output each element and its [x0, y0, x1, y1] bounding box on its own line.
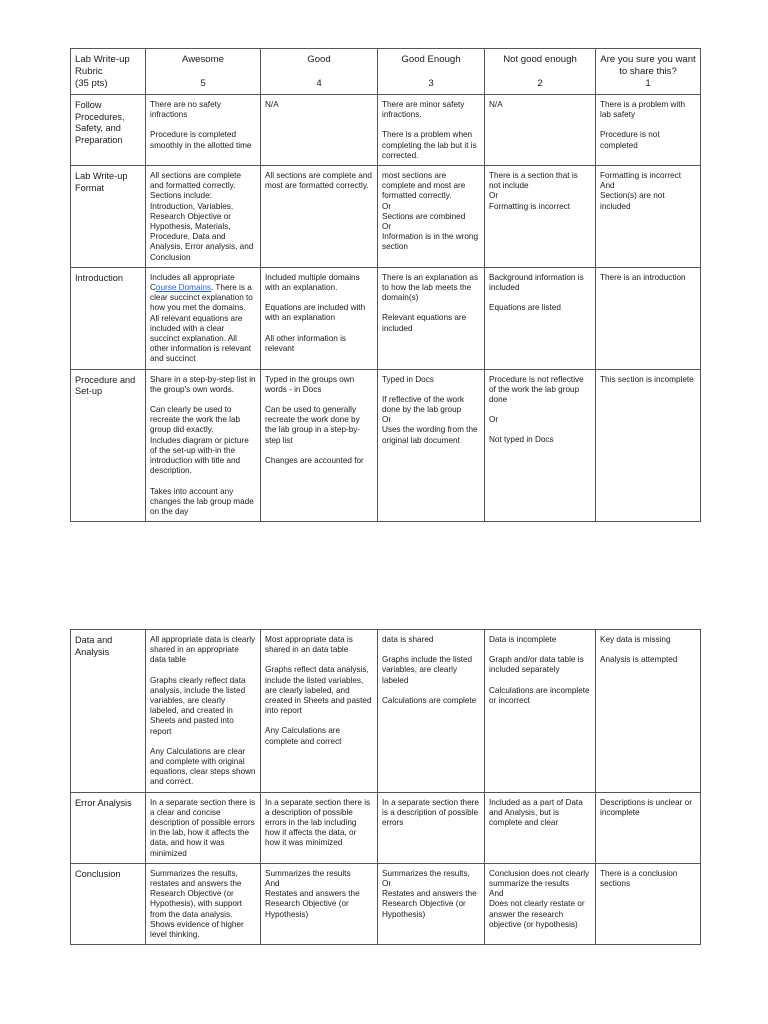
- rubric-cell: [485, 166, 596, 268]
- criterion-label: Conclusion: [71, 863, 146, 944]
- cell-paragraph: Analysis is attempted: [600, 655, 678, 665]
- level-name: Good Enough: [401, 54, 461, 65]
- rubric-title-line: Rubric: [75, 66, 103, 77]
- cell-paragraph: Summarizes the results, restates and answers the Research Objective (or Hypothesis), with support from the data analysis. Shows evidence of higher level thinking.: [150, 868, 244, 940]
- rubric-points-total: (35 pts): [75, 78, 108, 89]
- level-header-good: [261, 49, 378, 95]
- level-header-not-good-enough: [485, 49, 596, 95]
- cell-paragraph: In a separate section there is a description of possible errors in the lab including how it affects the data, or how it was minimized: [265, 797, 371, 848]
- rubric-cell: [378, 863, 485, 944]
- cell-paragraph: Relevant equations are included: [382, 313, 467, 333]
- cell-paragraph: If reflective of the work done by the lab group Or Uses the wording from the original lab document: [382, 394, 478, 445]
- level-name: Not good enough: [503, 54, 577, 65]
- cell-paragraph: Calculations are incomplete or incorrect: [489, 685, 590, 705]
- criterion-label: Follow Procedures, Safety, and Preparation: [71, 95, 146, 166]
- cell-paragraph: Formatting is incorrect And Section(s) are not included: [600, 171, 681, 211]
- rubric-cell: [378, 630, 485, 793]
- cell-paragraph: Typed in Docs: [382, 374, 434, 384]
- rubric-cell: [596, 95, 701, 166]
- criterion-label: Error Analysis: [71, 792, 146, 863]
- rubric-cell: [485, 95, 596, 166]
- cell-paragraph: Summarizes the results, Or Restates and answers the Research Objective (or Hypothesis): [382, 868, 477, 919]
- level-points: 5: [200, 78, 206, 89]
- rubric-cell: [261, 166, 378, 268]
- cell-paragraph: most sections are complete and most are formatted correctly. Or Sections are combined Or Information is in the wrong section: [382, 171, 479, 252]
- rubric-cell: [378, 792, 485, 863]
- cell-paragraph: Data is incomplete: [489, 635, 557, 644]
- cell-paragraph: Can be used to generally recreate the work done by the lab group in a step-by-step list: [265, 405, 361, 445]
- cell-paragraph: Changes are accounted for: [265, 455, 364, 465]
- paragraph-gap: [382, 303, 480, 313]
- cell-paragraph: In a separate section there is a clear and concise description of possible errors in the lab, how it affects the data, and how it was minimized: [150, 797, 256, 858]
- cell-paragraph: There is a problem with lab safety: [600, 100, 686, 120]
- rubric-title-cell: [71, 49, 146, 95]
- cell-paragraph: Background information is included: [489, 272, 584, 293]
- rubric-row-conclusion: [71, 863, 701, 944]
- paragraph-gap: [489, 676, 591, 686]
- rubric-cell: [146, 863, 261, 944]
- rubric-row-data-analysis: [71, 630, 701, 793]
- rubric-cell: [378, 95, 485, 166]
- cell-paragraph: Graph and/or data table is included separately: [489, 655, 584, 675]
- rubric-cell: [146, 95, 261, 166]
- cell-paragraph: Not typed in Docs: [489, 435, 554, 445]
- rubric-row-follow-procedures: [71, 95, 701, 166]
- rubric-cell: [261, 95, 378, 166]
- rubric-cell: [146, 369, 261, 521]
- cell-paragraph: Summarizes the results And Restates and answers the Research Objective (or Hypothesis): [265, 868, 360, 919]
- rubric-row-error-analysis: [71, 792, 701, 863]
- cell-paragraph: Included multiple domains with an explanation.: [265, 272, 360, 293]
- cell-paragraph: Takes into account any changes the lab group made on the day: [150, 486, 254, 516]
- cell-paragraph: Graphs reflect data analysis, include the listed variables, are clearly labeled, and created in Sheets and pasted into report: [265, 665, 372, 716]
- criterion-label: Data and Analysis: [71, 630, 146, 793]
- rubric-cell: [485, 630, 596, 793]
- cell-paragraph: This section is incomplete: [600, 374, 694, 384]
- cell-paragraph: Key data is missing: [600, 635, 671, 644]
- rubric-cell: [485, 863, 596, 944]
- cell-paragraph: N/A: [265, 100, 279, 109]
- cell-paragraph: Descriptions is unclear or incomplete: [600, 797, 692, 817]
- paragraph-gap: [489, 645, 591, 655]
- rubric-cell: [261, 863, 378, 944]
- cell-paragraph: All appropriate data is clearly shared in an appropriate data table: [150, 635, 256, 665]
- cell-paragraph: Procedure is not reflective of the work the lab group done: [489, 374, 584, 405]
- rubric-row-introduction: [71, 267, 701, 369]
- cell-paragraph: Procedure is not completed: [600, 130, 660, 150]
- cell-paragraph: All sections are complete and formatted correctly. Sections include: Introduction, Variables, Research Objective or Hypothesis, Materials, Procedure, Data and Analysis, Error analysis, and Conclusion: [150, 171, 254, 262]
- cell-paragraph: Can clearly be used to recreate the work the lab group did exactly. Includes diagram or picture of the set-up with-in the introduction with title and description.: [150, 405, 249, 476]
- rubric-cell: [596, 630, 701, 793]
- rubric-cell: [378, 369, 485, 521]
- rubric-cell: [261, 630, 378, 793]
- rubric-cell: [596, 792, 701, 863]
- level-points: 1: [645, 78, 651, 89]
- paragraph-gap: [489, 425, 591, 435]
- criterion-label: Procedure and Set-up: [71, 369, 146, 521]
- paragraph-gap: [382, 385, 480, 395]
- rubric-cell: [485, 369, 596, 521]
- paragraph-gap: [265, 293, 373, 303]
- intro-text-after: . There is a clear succinct explanation to how you met the domains. All relevant equations are included with a clear succinct explanation. All other information is relevant and succinct: [150, 283, 253, 364]
- level-name: Awesome: [182, 54, 224, 65]
- paragraph-gap: [382, 645, 480, 655]
- cell-paragraph: There is a section that is not include Or Formatting is incorrect: [489, 171, 578, 211]
- rubric-cell: [596, 166, 701, 268]
- rubric-header-row: [71, 49, 701, 95]
- cell-paragraph: There is a conclusion sections: [600, 868, 678, 889]
- cell-paragraph: All other information is relevant: [265, 333, 346, 353]
- paragraph-gap: [382, 686, 480, 696]
- rubric-cell: [485, 792, 596, 863]
- cell-paragraph: Typed in the groups own words - in Docs: [265, 374, 355, 394]
- rubric-cell: [378, 267, 485, 369]
- cell-paragraph: Calculations are complete: [382, 695, 477, 705]
- cell-paragraph: [150, 273, 256, 365]
- rubric-row-format: [71, 166, 701, 268]
- rubric-cell: [596, 863, 701, 944]
- paragraph-gap: [150, 120, 256, 130]
- rubric-row-procedure: [71, 369, 701, 521]
- cell-paragraph: In a separate section there is a description of possible errors: [382, 797, 479, 828]
- paragraph-gap: [489, 405, 591, 415]
- paragraph-gap: [382, 120, 480, 130]
- paragraph-gap: [150, 477, 256, 487]
- level-points: 4: [316, 78, 322, 89]
- level-header-good-enough: [378, 49, 485, 95]
- paragraph-gap: [265, 716, 373, 726]
- paragraph-gap: [150, 737, 256, 747]
- cell-paragraph: Procedure is completed smoothly in the allotted time: [150, 130, 252, 150]
- cell-paragraph: Share in a step-by-step list in the group's own words.: [150, 374, 256, 394]
- rubric-title-line: Lab Write-up: [75, 54, 130, 65]
- cell-paragraph: There is an introduction: [600, 272, 686, 282]
- paragraph-gap: [600, 120, 696, 130]
- cell-paragraph: All sections are complete and most are formatted correctly.: [265, 171, 372, 191]
- rubric-cell: [261, 369, 378, 521]
- paragraph-gap: [265, 655, 373, 665]
- criterion-label: Introduction: [71, 267, 146, 369]
- cell-paragraph: Most appropriate data is shared in an data table: [265, 635, 353, 655]
- cell-paragraph: There is a problem when completing the lab but it is corrected.: [382, 130, 477, 160]
- cell-paragraph: Graphs include the listed variables, are clearly labeled: [382, 655, 473, 685]
- paragraph-gap: [265, 446, 373, 456]
- rubric-cell: [146, 630, 261, 793]
- cell-paragraph: Conclusion does not clearly summarize the results And Does not clearly restate or answer the research objective (or hypothesis): [489, 868, 590, 929]
- rubric-cell: [485, 267, 596, 369]
- level-name: Are you sure you want to share this?: [600, 54, 696, 77]
- rubric-cell: [378, 166, 485, 268]
- level-points: 2: [537, 78, 543, 89]
- rubric-cell: [596, 369, 701, 521]
- rubric-cell: [261, 267, 378, 369]
- cell-paragraph: There are minor safety infractions.: [382, 100, 465, 120]
- cell-paragraph: Any Calculations are clear and complete with original equations, clear steps shown and correct.: [150, 746, 256, 787]
- paragraph-gap: [489, 293, 591, 303]
- rubric-cell: [146, 267, 261, 369]
- rubric-cell: [146, 792, 261, 863]
- paragraph-gap: [150, 666, 256, 676]
- level-header-awesome: [146, 49, 261, 95]
- cell-paragraph: There are no safety infractions: [150, 100, 221, 120]
- cell-paragraph: There is an explanation as to how the lab meets the domain(s): [382, 272, 479, 303]
- cell-paragraph: Any Calculations are complete and correct: [265, 726, 342, 746]
- cell-paragraph: Included as a part of Data and Analysis, but is complete and clear: [489, 797, 583, 828]
- cell-paragraph: Equations are listed: [489, 303, 561, 313]
- rubric-table-page-top: [70, 48, 701, 522]
- course-domains-link[interactable]: ourse Domains: [155, 283, 211, 293]
- rubric-table-page-bottom: [70, 629, 701, 945]
- level-header-are-you-sure: [596, 49, 701, 95]
- paragraph-gap: [265, 395, 373, 405]
- criterion-label: Lab Write-up Format: [71, 166, 146, 268]
- rubric-cell: [596, 267, 701, 369]
- cell-paragraph: data is shared: [382, 635, 434, 644]
- level-points: 3: [428, 78, 434, 89]
- cell-paragraph: Graphs clearly reflect data analysis, include the listed variables, are clearly labeled, and created in Sheets and pasted into report: [150, 675, 246, 736]
- level-name: Good: [307, 54, 331, 65]
- intro-text-before: Includes all appropriate C: [150, 272, 235, 293]
- paragraph-gap: [150, 395, 256, 405]
- rubric-cell: [146, 166, 261, 268]
- rubric-cell: [261, 792, 378, 863]
- paragraph-gap: [265, 324, 373, 334]
- cell-paragraph: Or: [489, 415, 499, 425]
- cell-paragraph: N/A: [489, 100, 503, 109]
- paragraph-gap: [600, 645, 696, 655]
- cell-paragraph: Equations are included with with an explanation: [265, 303, 366, 323]
